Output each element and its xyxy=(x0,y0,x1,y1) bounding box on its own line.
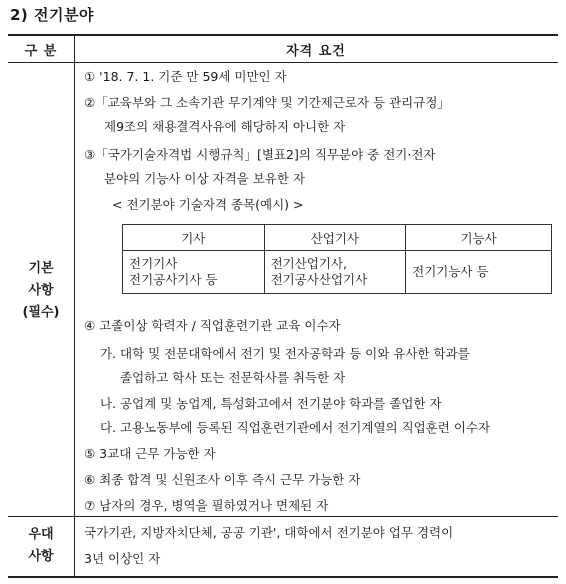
column-divider xyxy=(74,34,75,578)
item-education: ④ 고졸이상 학력자 / 직업훈련기관 교육 이수자 xyxy=(84,318,341,333)
cert-value-row xyxy=(123,251,552,294)
header-bottom-rule xyxy=(8,62,558,63)
section-title: 2) 전기분야 xyxy=(10,6,94,24)
header-category: 구 분 xyxy=(24,44,58,59)
basic-bottom-rule xyxy=(8,516,558,517)
cert-cell-industrial-engineer: 전기산업기사, 전기공사산업기사 xyxy=(264,251,406,294)
item-immediate-start: ⑥ 최종 합격 및 신원조사 이후 즉시 근무 가능한 자 xyxy=(84,472,361,487)
cert-examples-table xyxy=(122,224,552,294)
table-top-rule xyxy=(8,34,558,36)
cert-header-engineer: 기사 xyxy=(123,225,265,251)
cert-header-row xyxy=(123,225,552,251)
cert-header-craftsman: 기능사 xyxy=(406,225,552,251)
table-bottom-rule xyxy=(8,576,558,578)
cert-cell-engineer: 전기기사 전기공사기사 등 xyxy=(123,251,265,294)
item-education-da: 다. 고용노동부에 등록된 직업훈련기관에서 전기계열의 직업훈련 이수자 xyxy=(100,420,491,435)
item-education-ga-line2: 졸업하고 학사 또는 전문학사를 취득한 자 xyxy=(120,370,346,385)
item-education-na: 나. 공업계 및 농업계, 특성화고에서 전기분야 학과를 졸업한 자 xyxy=(100,396,442,411)
item-regulation-line1: ②「교육부와 그 소속기관 무기계약 및 기간제근로자 등 관리규정」 xyxy=(84,95,450,110)
item-license-line1: ③「국가기술자격법 시행규칙」[별표2]의 직무분야 중 전기·전자 xyxy=(84,147,436,162)
cert-header-industrial-engineer: 산업기사 xyxy=(264,225,406,251)
item-education-ga-line1: 가. 대학 및 전문대학에서 전기 및 전자공학과 등 이와 유사한 학과를 xyxy=(100,346,470,361)
preferred-requirements-label: 우대 사항 xyxy=(28,527,54,564)
item-age: ① '18. 7. 1. 기준 만 59세 미만인 자 xyxy=(84,69,287,84)
header-requirements: 자격 요건 xyxy=(286,44,346,59)
item-regulation-line2: 제9조의 채용결격사유에 해당하지 아니한 자 xyxy=(104,119,346,134)
item-shift-work: ⑤ 3교대 근무 가능한 자 xyxy=(84,446,216,461)
item-military: ⑦ 남자의 경우, 병역을 필하였거나 면제된 자 xyxy=(84,498,329,513)
preferred-experience-line1: 국가기관, 지방자치단체, 공공 기관', 대학에서 전기분야 업무 경력이 xyxy=(84,525,454,540)
qualification-table xyxy=(8,34,558,578)
basic-requirements-label: 기본 사항 (필수) xyxy=(22,261,60,320)
item-license-line2: 분야의 기능사 이상 자격을 보유한 자 xyxy=(104,171,305,186)
cert-cell-craftsman: 전기기능사 등 xyxy=(406,251,552,294)
item-license-note: < 전기분야 기술자격 종목(예시) > xyxy=(112,197,304,212)
preferred-experience-line2: 3년 이상인 자 xyxy=(84,551,161,566)
